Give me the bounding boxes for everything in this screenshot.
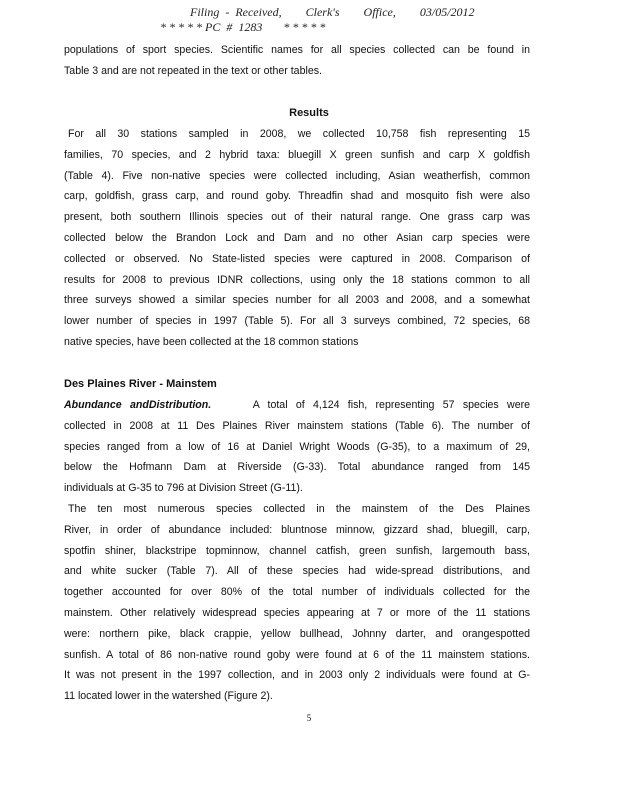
text-line: collected below the Brandon Lock and Dam and no other Asian carp species were [64, 231, 530, 244]
text-line: River, in order of abundance included: bluntnose minnow, gizzard shad, bluegill, carp, [64, 523, 530, 536]
pc-number-line: * * * * * PC # 1283 * * * * * [160, 20, 326, 34]
text-line: families, 70 species, and 2 hybrid taxa: bluegill X green sunfish and carp X goldfish [64, 148, 530, 161]
lead-line-rest: A total of 4,124 fish, representing 57 species were [252, 399, 530, 411]
text-line: present, both southern Illinois species out of their natural range. One grass carp was [64, 211, 530, 224]
text-line: native species, have been collected at the 18 common stations [64, 335, 359, 348]
text-line: It was not present in the 1997 collection, and in 2003 only 2 individuals were found at G- [64, 669, 530, 682]
intro-paragraph [64, 40, 530, 82]
page-number: 5 [306, 713, 312, 723]
text-line: results for 2008 to previous IDNR collections, using only the 18 stations common to all [64, 273, 530, 286]
clerk-label: Clerk's [305, 5, 340, 19]
section-heading: Des Plaines River - Mainstem [64, 378, 217, 390]
text-line: 11 located lower in the watershed (Figure 2). [64, 690, 273, 703]
text-line: were: northern pike, black crappie, yellow bullhead, Johnny darter, and orangespotted [64, 627, 530, 640]
text-line: below the Hofmann Dam at Riverside (G-33). Total abundance ranged from 145 [64, 461, 530, 474]
text-line: species ranged from a low of 16 at Daniel Wright Woods (G-35), to a maximum of 29, [64, 440, 530, 453]
lead-in: Abundance andDistribution. [64, 399, 212, 411]
office-label: Office, [363, 5, 396, 19]
text-line: populations of sport species. Scientific names for all species collected can be found in [64, 44, 530, 56]
text-line: individuals at G-35 to 796 at Division Street (G-11). [64, 482, 303, 495]
mainstem-paragraph [64, 395, 530, 707]
text-line: carp, goldfish, grass carp, and round goby. Threadfin shad and mosquito fish were also [64, 190, 530, 203]
text-line: The ten most numerous species collected in the mainstem of the Des Plaines [68, 502, 530, 515]
filing-header [190, 5, 618, 20]
text-line: spotfin shiner, blackstripe topminnow, channel catfish, green sunfish, largemouth bass, [64, 544, 530, 557]
text-line: lower number of species in 1997 (Table 5). For all 3 surveys combined, 72 species, 68 [64, 315, 530, 328]
text-line: collected or observed. No State-listed species were captured in 2008. Comparison of [64, 252, 530, 265]
filing-label: Filing - Received, [190, 5, 282, 19]
text-line: For all 30 stations sampled in 2008, we collected 10,758 fish representing 15 [68, 128, 530, 140]
results-paragraph [64, 124, 530, 353]
text-line: Table 3 and are not repeated in the text or other tables. [64, 64, 322, 77]
text-line: sunfish. A total of 86 non-native round goby were found at 6 of the 11 mainstem stations. [64, 648, 530, 661]
text-line: three surveys showed a similar species number for all 2003 and 2008, and a somewhat [64, 294, 530, 307]
text-line [64, 395, 530, 416]
text-line: collected in 2008 at 11 Des Plaines River mainstem stations (Table 6). The number of [64, 419, 530, 432]
text-line: (Table 4). Five non-native species were collected including, Asian weatherfish, common [64, 169, 530, 182]
text-line: and white sucker (Table 7). All of these species had wide-spread distributions, and [64, 565, 530, 578]
text-line: mainstem. Other relatively widespread species appearing at 7 or more of the 11 stations [64, 606, 530, 619]
results-title: Results [289, 107, 329, 119]
filing-date: 03/05/2012 [419, 5, 475, 19]
text-line: together accounted for over 80% of the total number of individuals collected for the [64, 586, 530, 599]
